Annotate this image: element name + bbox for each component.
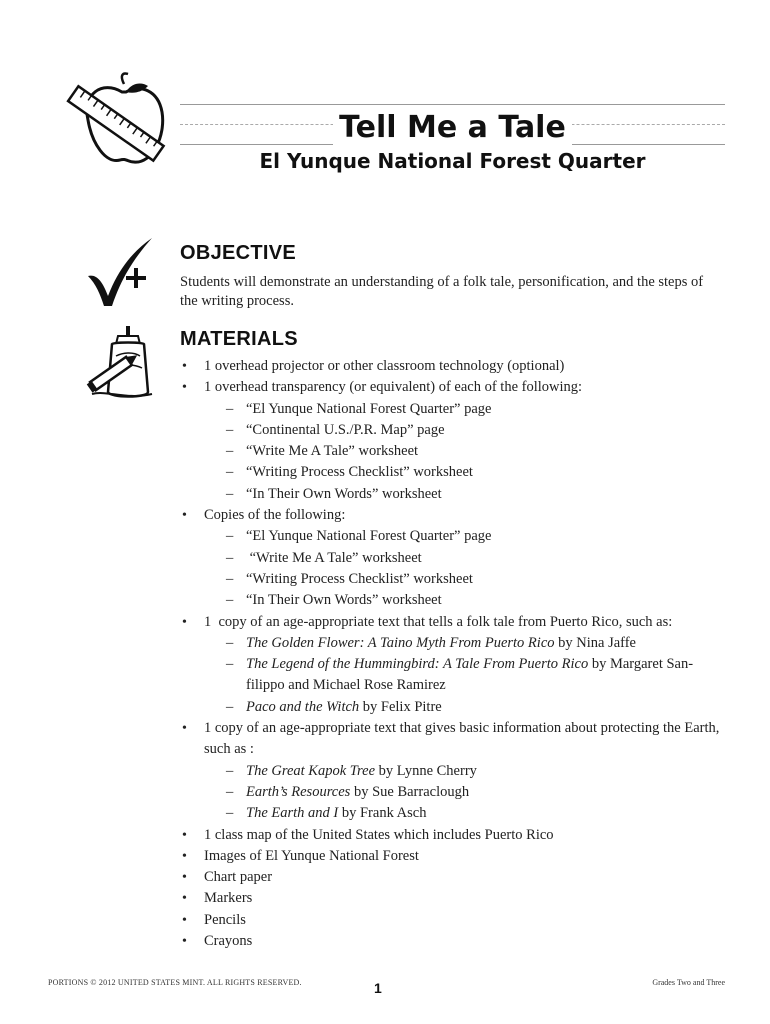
footer-grade: Grades Two and Three xyxy=(652,978,725,987)
list-item: • Copies of the following: xyxy=(180,505,720,526)
sub-list-item: – “Writing Process Checklist” worksheet xyxy=(226,570,473,587)
sub-list xyxy=(180,633,720,718)
list-item: • Images of El Yunque National Forest xyxy=(180,846,720,867)
objective-text: Students will demonstrate an understanding of a folk tale, personification, and the steps of the writing process. xyxy=(180,274,704,309)
sub-list-item: – “In Their Own Words” worksheet xyxy=(226,592,442,609)
header-rule-top xyxy=(180,104,725,105)
sub-list-item: – “Write Me A Tale” worksheet xyxy=(226,549,422,566)
list-item: • 1 class map of the United States which includes Puerto Rico xyxy=(180,825,720,846)
book-item: – Paco and the Witch by Felix Pitre xyxy=(226,698,442,715)
sub-list-item: – “Write Me A Tale” worksheet xyxy=(226,443,419,460)
sub-list xyxy=(180,526,720,611)
list-item: • 1 copy of an age-appropriate text that tells a folk tale from Puerto Rico, such as: xyxy=(180,612,720,633)
sub-list-item: – “El Yunque National Forest Quarter” page xyxy=(226,400,492,417)
sub-list xyxy=(180,399,720,505)
check-plus-icon xyxy=(86,236,156,308)
list-item: • 1 overhead transparency (or equivalent) of each of the following: xyxy=(180,377,720,398)
list-item: • Chart paper xyxy=(180,867,720,888)
book-item: – The Legend of the Hummingbird: A Tale From Puerto Rico by Margaret San-filippo and Michael Rose Ramirez xyxy=(226,656,694,694)
book-item: – Earth’s Resources by Sue Barraclough xyxy=(226,783,470,800)
page-number: 1 xyxy=(374,980,382,996)
objective-heading: OBJECTIVE xyxy=(180,242,297,264)
sub-list-item: – “Writing Process Checklist” worksheet xyxy=(226,464,473,481)
list-item: • Pencils xyxy=(180,910,720,931)
glue-pencil-icon xyxy=(86,322,158,402)
book-title: The Golden Flower: A Taino Myth From Puerto Rico xyxy=(246,634,555,651)
book-title: The Earth and I xyxy=(246,805,339,822)
page-title: Tell Me a Tale xyxy=(180,108,725,148)
sub-list-item: – “Continental U.S./P.R. Map” page xyxy=(226,421,445,438)
book-title: Earth’s Resources xyxy=(246,783,351,800)
sub-list-item: – “El Yunque National Forest Quarter” page xyxy=(226,528,492,545)
materials-list xyxy=(180,356,720,952)
sub-list-item: – “In Their Own Words” worksheet xyxy=(226,485,442,502)
materials-heading: MATERIALS xyxy=(180,328,298,350)
apple-ruler-icon xyxy=(62,72,174,172)
list-item: • 1 overhead projector or other classroom technology (optional) xyxy=(180,356,720,377)
list-item: • Crayons xyxy=(180,931,720,952)
page-subtitle: El Yunque National Forest Quarter xyxy=(259,149,646,173)
footer-copyright: PORTIONS © 2012 UNITED STATES MINT. ALL RIGHTS RESERVED. xyxy=(48,978,302,987)
book-title: Paco and the Witch xyxy=(246,698,360,715)
book-item: – The Great Kapok Tree by Lynne Cherry xyxy=(226,762,477,779)
list-item: • 1 copy of an age-appropriate text that gives basic information about protecting the Earth, such as : xyxy=(180,718,720,761)
list-item: • Markers xyxy=(180,888,720,909)
book-item: – The Golden Flower: A Taino Myth From Puerto Rico by Nina Jaffe xyxy=(226,634,636,651)
book-title: The Legend of the Hummingbird: A Tale From Puerto Rico xyxy=(246,656,589,673)
sub-list xyxy=(180,761,720,825)
book-item: – The Earth and I by Frank Asch xyxy=(226,805,427,822)
book-title: The Great Kapok Tree xyxy=(246,762,376,779)
